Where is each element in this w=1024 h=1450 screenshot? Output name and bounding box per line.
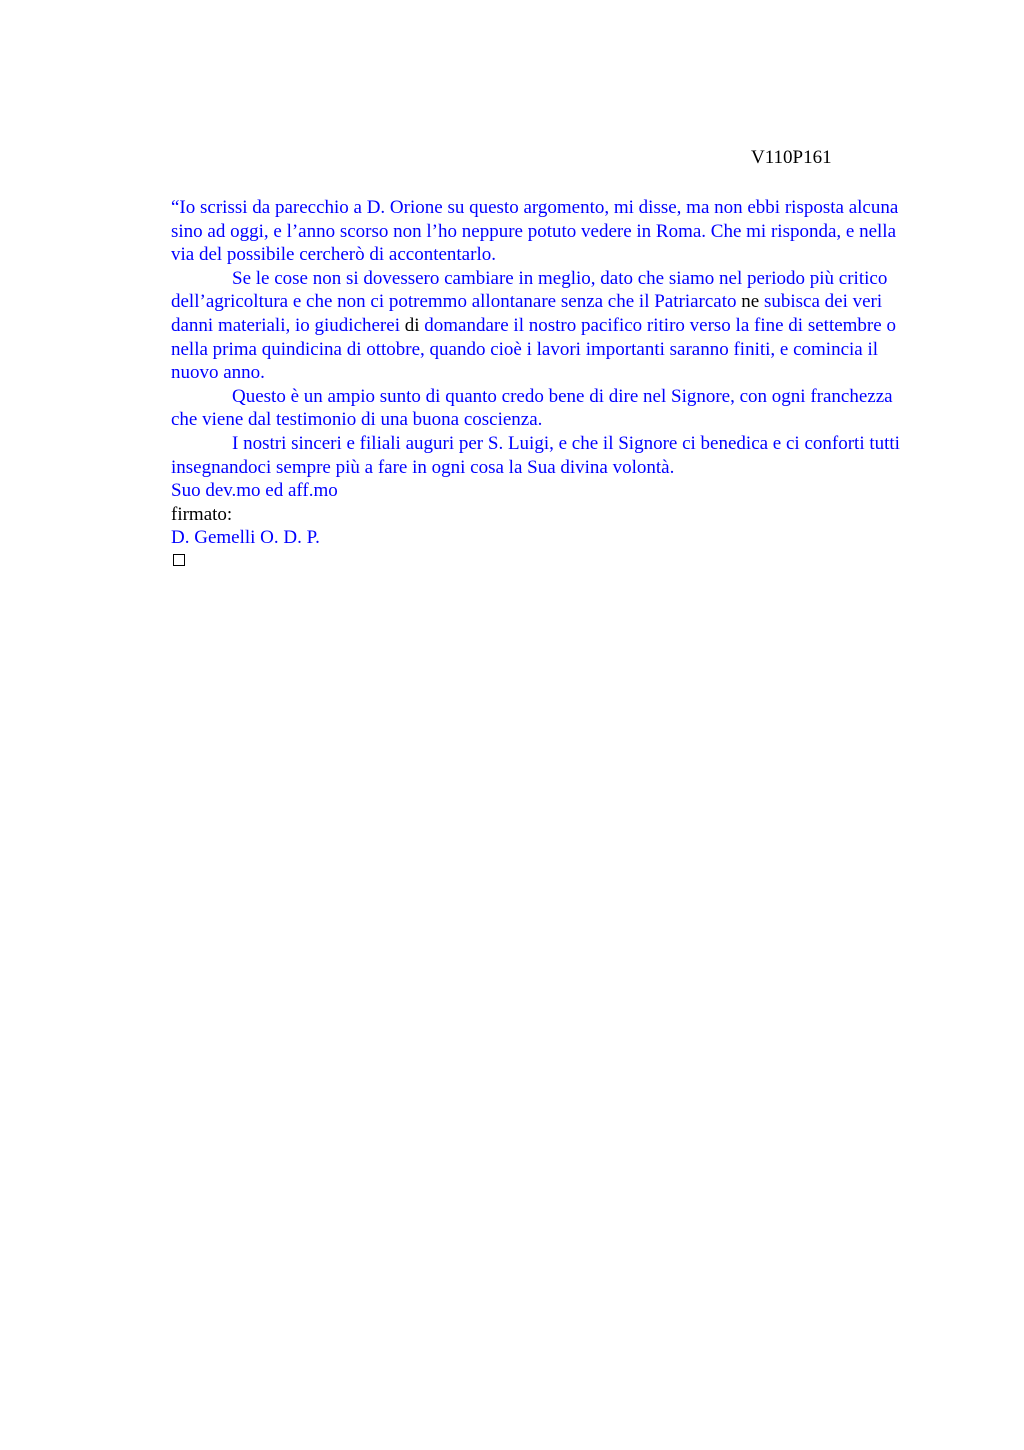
page-code: V110P161: [751, 147, 832, 168]
paragraph-2-part-b: ne: [736, 291, 764, 313]
paragraph-2-part-c: subisca dei veri danni materiali, io giudicherei: [171, 291, 883, 336]
signature: D. Gemelli O. D. P.: [171, 527, 320, 549]
paragraph-1: “Io scrissi da parecchio a D. Orione su questo argomento, mi disse, ma non ebbi risposta alcuna sino ad oggi, e l’anno scorso non l’ho neppure potuto vedere in Roma. Che mi risponda, e nella via del possibile cercherò di accontentarlo.: [171, 197, 899, 266]
signed-label: firmato:: [171, 503, 233, 525]
paragraph-2-part-e: domandare il nostro pacifico ritiro verso la fine di settembre o nella prima quindicina di ottobre, quando cioè i lavori importanti saranno finiti, e comincia il nuovo anno.: [171, 314, 896, 384]
square-outline-icon: [173, 554, 185, 566]
paragraph-2-part-a: Se le cose non si dovessero cambiare in meglio, dato che siamo nel periodo più critico dell’agricoltura e che non ci potremmo allontanare senza che il Patriarcato: [171, 267, 888, 313]
paragraph-2: [171, 267, 923, 385]
closing-line: Suo dev.mo ed aff.mo: [171, 480, 338, 502]
paragraph-3: Questo è un ampio sunto di quanto credo bene di dire nel Signore, con ogni franchezza che viene dal testimonio di una buona coscienza.: [171, 385, 893, 431]
letter-body: [171, 196, 923, 550]
paragraph-4: I nostri sinceri e filiali auguri per S. Luigi, e che il Signore ci benedica e ci conforti tutti insegnandoci sempre più a fare in ogni cosa la Sua divina volontà.: [171, 432, 900, 478]
paragraph-2-part-d: di: [399, 314, 425, 336]
